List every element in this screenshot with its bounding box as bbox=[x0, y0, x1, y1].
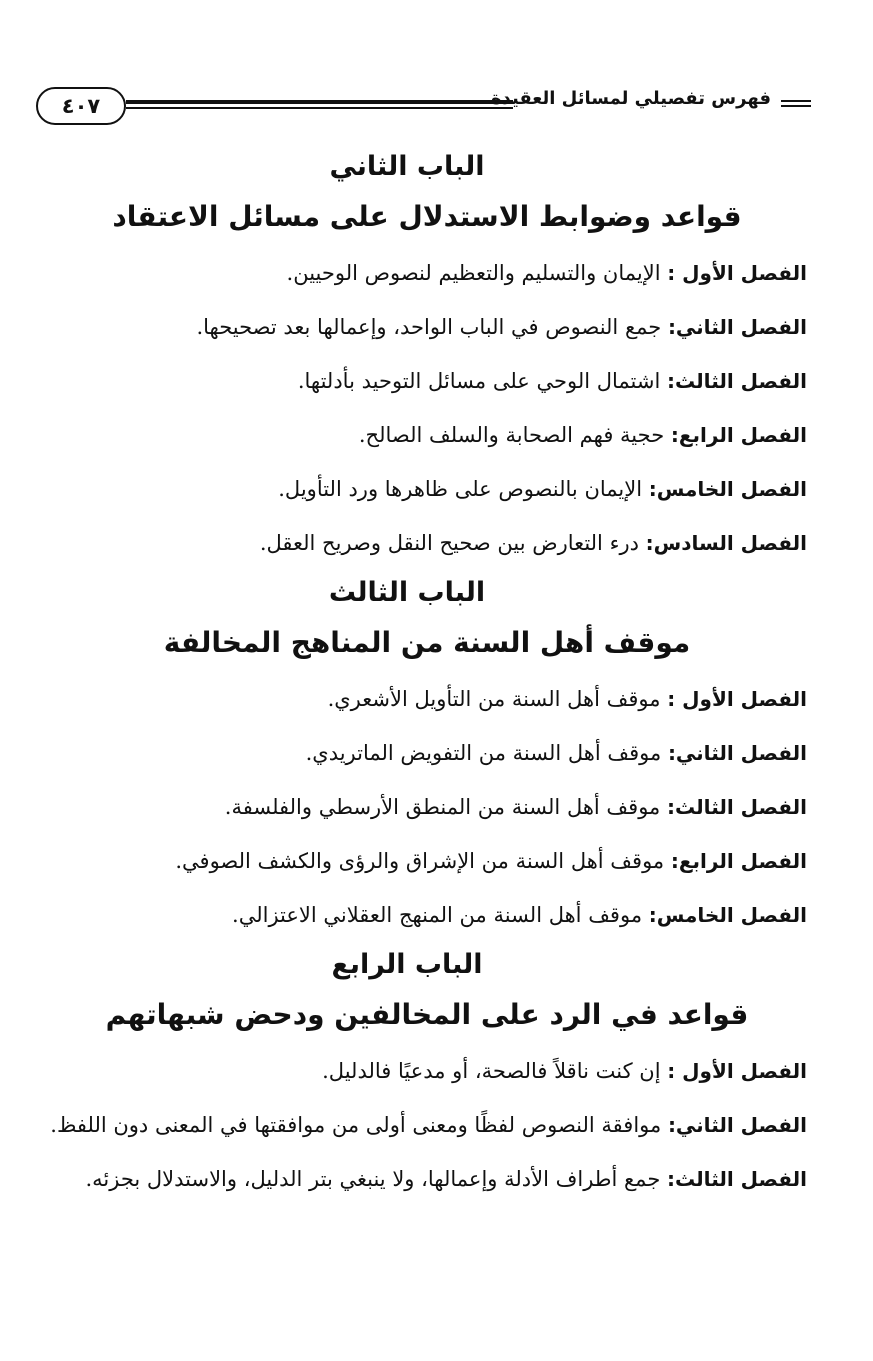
chapter-label: الفصل الرابع: bbox=[670, 849, 807, 873]
bab-section bbox=[47, 944, 807, 1206]
chapter-label: الفصل الأول : bbox=[667, 261, 807, 285]
chapter-entry bbox=[47, 888, 807, 942]
chapter-entry bbox=[47, 726, 807, 780]
chapter-text: درء التعارض بين صحيح النقل وصريح العقل. bbox=[259, 531, 639, 555]
chapter-entry bbox=[47, 300, 807, 354]
chapter-text: حجية فهم الصحابة والسلف الصالح. bbox=[358, 423, 665, 447]
header-rule bbox=[126, 98, 513, 112]
chapter-label: الفصل الثالث: bbox=[667, 795, 807, 819]
chapter-label: الفصل الثاني: bbox=[667, 741, 807, 765]
chapter-text: موقف أهل السنة من المنطق الأرسطي والفلسفة. bbox=[224, 795, 661, 819]
bab-heading: الباب الثالث bbox=[328, 577, 486, 608]
chapter-text: الإيمان بالنصوص على ظاهرها ورد التأويل. bbox=[278, 477, 643, 501]
chapter-label: الفصل الأول : bbox=[667, 1059, 807, 1083]
chapter-entry bbox=[47, 462, 807, 516]
chapter-label: الفصل الرابع: bbox=[670, 423, 807, 447]
chapter-entry bbox=[47, 1098, 807, 1152]
toc-content bbox=[47, 146, 807, 1208]
chapter-label: الفصل السادس: bbox=[645, 531, 807, 555]
chapter-text: جمع أطراف الأدلة وإعمالها، ولا ينبغي بتر الدليل، والاستدلال بجزئه. bbox=[85, 1167, 661, 1191]
header-rule-thin bbox=[126, 107, 513, 109]
chapter-label: الفصل الخامس: bbox=[648, 477, 807, 501]
chapter-text: موقف أهل السنة من المنهج العقلاني الاعتزالي. bbox=[232, 903, 643, 927]
header-rule-thick bbox=[126, 100, 513, 104]
bab-heading: الباب الثاني bbox=[329, 151, 485, 182]
chapter-label: الفصل الخامس: bbox=[648, 903, 807, 927]
chapter-entry bbox=[47, 672, 807, 726]
chapter-text: موقف أهل السنة من التأويل الأشعري. bbox=[327, 687, 661, 711]
running-header-title: فهرس تفصيلي لمسائل العقيدة bbox=[490, 88, 771, 109]
page-number-badge: ٤٠٧ bbox=[36, 87, 126, 125]
bab-section bbox=[47, 572, 807, 942]
chapter-label: الفصل الأول : bbox=[667, 687, 807, 711]
chapter-label: الفصل الثالث: bbox=[667, 1167, 807, 1191]
running-header bbox=[36, 84, 811, 132]
chapter-text: موقف أهل السنة من الإشراق والرؤى والكشف الصوفي. bbox=[175, 849, 665, 873]
chapter-list bbox=[47, 672, 807, 942]
chapter-text: إن كنت ناقلاً فالصحة، أو مدعيًا فالدليل. bbox=[322, 1059, 661, 1083]
header-ornament-line bbox=[781, 100, 811, 102]
chapter-entry bbox=[47, 516, 807, 570]
chapter-entry bbox=[47, 1044, 807, 1098]
chapter-label: الفصل الثاني: bbox=[667, 1113, 807, 1137]
chapter-list bbox=[47, 246, 807, 570]
chapter-label: الفصل الثاني: bbox=[667, 315, 807, 339]
chapter-label: الفصل الثالث: bbox=[667, 369, 807, 393]
header-ornament-line bbox=[781, 105, 811, 107]
chapter-text: جمع النصوص في الباب الواحد، وإعمالها بعد تصحيحها. bbox=[196, 315, 662, 339]
chapter-text: موقف أهل السنة من التفويض الماتريدي. bbox=[305, 741, 662, 765]
chapter-entry bbox=[47, 780, 807, 834]
bab-title: قواعد في الرد على المخالفين ودحض شبهاتهم bbox=[105, 998, 749, 1031]
bab-title: قواعد وضوابط الاستدلال على مسائل الاعتقاد bbox=[112, 200, 742, 233]
chapter-entry bbox=[47, 408, 807, 462]
bab-title: موقف أهل السنة من المناهج المخالفة bbox=[163, 626, 691, 659]
chapter-entry bbox=[47, 1152, 807, 1206]
chapter-text: موافقة النصوص لفظًا ومعنى أولى من موافقتها في المعنى دون اللفظ. bbox=[50, 1113, 662, 1137]
chapter-entry bbox=[47, 246, 807, 300]
chapter-entry bbox=[47, 354, 807, 408]
chapter-text: الإيمان والتسليم والتعظيم لنصوص الوحيين. bbox=[286, 261, 661, 285]
chapter-entry bbox=[47, 834, 807, 888]
bab-heading: الباب الرابع bbox=[331, 949, 483, 980]
header-ornament bbox=[781, 100, 811, 109]
chapter-list bbox=[47, 1044, 807, 1206]
chapter-text: اشتمال الوحي على مسائل التوحيد بأدلتها. bbox=[297, 369, 661, 393]
bab-section bbox=[47, 146, 807, 570]
